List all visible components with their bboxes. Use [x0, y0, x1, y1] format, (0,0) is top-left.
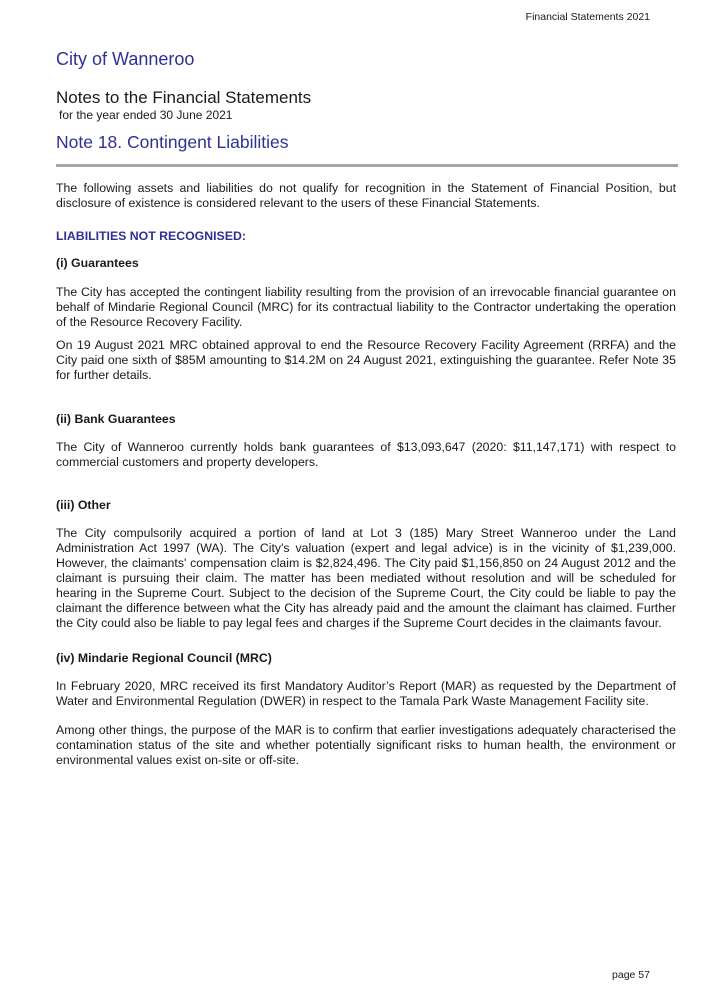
notes-title: Notes to the Financial Statements: [56, 88, 312, 107]
note-body: [56, 181, 676, 768]
mrc-paragraph-1: In February 2020, MRC received its first Mandatory Auditor’s Report (MAR) as requested by the Department of Water and Environmental Regulation (DWER) in respect to the Tamala Park Waste Management Facility site.: [56, 679, 676, 708]
guarantees-paragraph-1: The City has accepted the contingent liability resulting from the provision of an irrevocable financial guarantee on behalf of Mindarie Regional Council (MRC) for its contractual liability to the Contractor undertaking the operation of the Resource Recovery Facility.: [56, 285, 676, 329]
mrc-paragraph-2: Among other things, the purpose of the MAR is to confirm that earlier investigations adequately characterised the contamination status of the site and whether potentially significant risks to human health, the environment or environmental values exist on-site or off-site.: [56, 723, 676, 767]
header-divider: [56, 164, 678, 167]
bank-guarantees-heading: (ii) Bank Guarantees: [56, 412, 176, 426]
other-heading: (iii) Other: [56, 498, 111, 512]
guarantees-heading: (i) Guarantees: [56, 256, 139, 270]
other-paragraph: The City compulsorily acquired a portion of land at Lot 3 (185) Mary Street Wanneroo under the Land Administration Act 1997 (WA). The City's valuation (expert and legal advice) is in the vicinity of $1,239,000. However, the claimants' compensation claim is $2,824,496. The City paid $1,156,850 on 24 August 2012 and the claimant is pursuing their claim. The matter has been mediated without resolution and will be scheduled for hearing in the Supreme Court. Subject to the decision of the Supreme Court, the City could be liable to pay the claimant the difference between what the City has already paid and the amount the claimant has claimed. Further the City could also be liable to pay legal fees and charges if the Supreme Court decides in the claimants favour.: [56, 526, 676, 630]
section-heading: LIABILITIES NOT RECOGNISED:: [56, 229, 246, 243]
organization-name: City of Wanneroo: [56, 49, 195, 69]
running-header: Financial Statements 2021: [525, 11, 650, 23]
guarantees-paragraph-2: On 19 August 2021 MRC obtained approval to end the Resource Recovery Facility Agreement (RRFA) and the City paid one sixth of $85M amounting to $14.2M on 24 August 2021, extinguishing the guarantee. Refer Note 35 for further details.: [56, 338, 676, 382]
intro-paragraph: The following assets and liabilities do not qualify for recognition in the Statement of Financial Position, but disclosure of existence is considered relevant to the users of these Financial Statements.: [56, 181, 676, 210]
page-number: page 57: [612, 969, 650, 981]
note-title: Note 18. Contingent Liabilities: [56, 132, 289, 152]
mrc-heading: (iv) Mindarie Regional Council (MRC): [56, 651, 272, 665]
bank-guarantees-paragraph: The City of Wanneroo currently holds bank guarantees of $13,093,647 (2020: $11,147,171) with respect to commercial customers and property developers.: [56, 440, 676, 469]
period-subtitle: for the year ended 30 June 2021: [59, 108, 233, 122]
